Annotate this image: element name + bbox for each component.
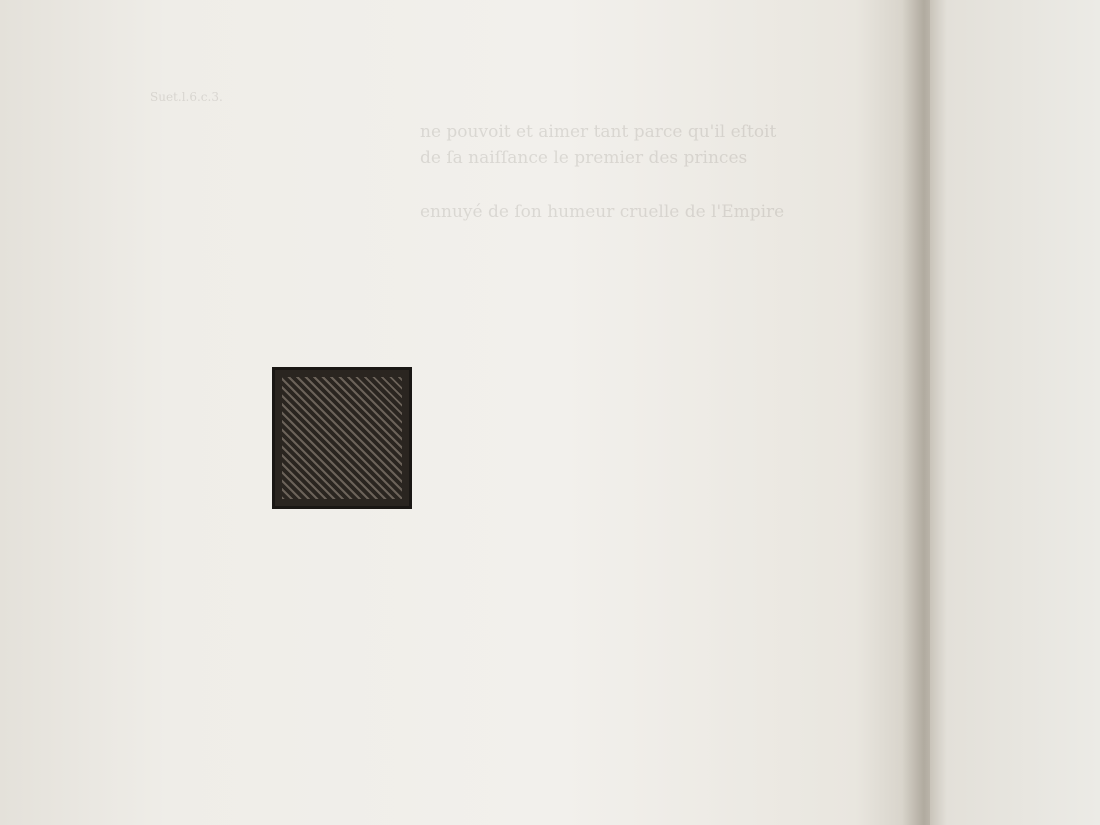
show-through-text: Suet.l.6.c.3. <box>150 90 223 104</box>
decorated-initial <box>272 367 412 509</box>
initial-ornament-background <box>282 377 402 499</box>
ornament-band-top <box>258 60 828 102</box>
facing-book-page <box>930 0 1100 825</box>
show-through-text: ne pouvoit et aimer tant parce qu'il eſtoit <box>420 122 777 142</box>
show-through-text: ennuyé de ſon humeur cruelle de l'Empire <box>420 202 785 222</box>
ornament-band-middle <box>258 232 828 254</box>
show-through-text: de ſa naiſſance le premier des princes <box>420 148 748 168</box>
